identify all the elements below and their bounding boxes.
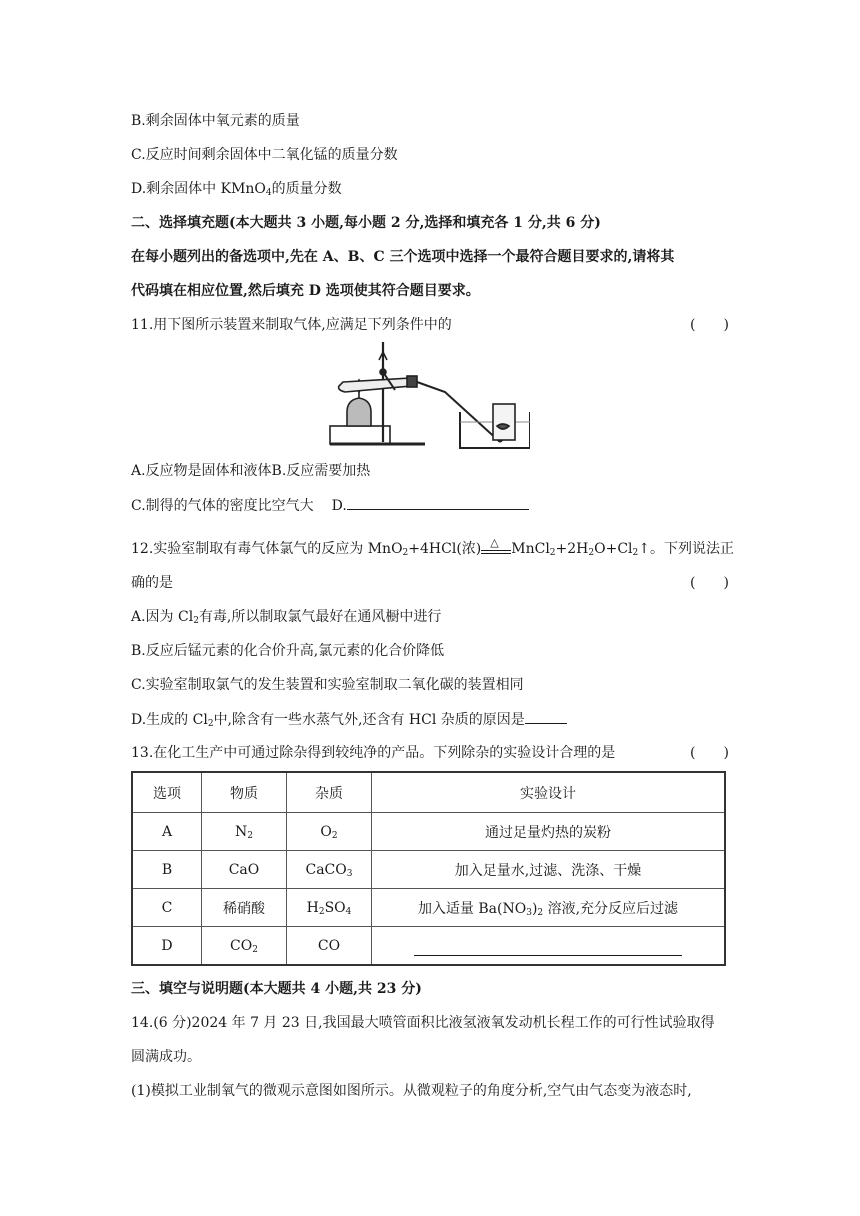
q11-options-ab: A.反应物是固体和液体B.反应需要加热	[131, 463, 371, 479]
cell-design-blank[interactable]	[372, 927, 726, 966]
q11-c-text: C.制得的气体的密度比空气大	[131, 498, 314, 514]
table-row	[132, 813, 725, 851]
q12-option-a	[131, 607, 441, 627]
q11-d-blank[interactable]	[347, 495, 529, 510]
q11-stem: 11.用下图所示装置来制取气体,应满足下列条件中的	[131, 317, 452, 333]
q10-d-pre: D.剩余固体中 KMnO	[131, 181, 266, 197]
cell-substance: $N_2$	[202, 813, 287, 851]
q14-line-1: 14.(6 分)2024 年 7 月 23 日,我国最大喷管面积比液氢液氧发动机长程工作的可行性试验取得	[131, 1015, 715, 1031]
cell-substance: 稀硝酸	[202, 889, 287, 927]
q12-option-b: B.反应后锰元素的化合价升高,氯元素的化合价降低	[131, 643, 445, 659]
cell-impurity: $H_2SO_4$	[287, 889, 372, 927]
q12-sub: 2	[402, 548, 409, 558]
cell-design: 加入适量 $Ba(NO_3)_2$ 溶液,充分反应后过滤	[372, 889, 726, 927]
q12-stem-mid1: +4HCl(浓)	[408, 541, 482, 557]
q10-option-c: C.反应时间剩余固体中二氧化锰的质量分数	[131, 147, 398, 163]
heat-symbol: △	[490, 536, 499, 549]
q12-d-post: 中,除含有一些水蒸气外,还含有 HCl 杂质的原因是	[213, 712, 525, 728]
q12-stem-mid3: +2H	[555, 541, 589, 557]
cell-substance: $CO_2$	[202, 927, 287, 966]
section2-instruction-2: 代码填在相应位置,然后填充 D 选项使其符合题目要求。	[131, 283, 480, 299]
q12-stem-pre: 12.实验室制取有毒气体氯气的反应为 MnO	[131, 541, 403, 557]
q12-sub: 2	[549, 548, 556, 558]
q11-answer-paren: ( )	[690, 317, 729, 333]
header-design: 实验设计	[372, 772, 726, 813]
q12-a-post: 有毒,所以制取氯气最好在通风橱中进行	[198, 609, 442, 625]
table-row	[132, 889, 725, 927]
q13-table	[131, 771, 726, 966]
table-header-row	[132, 772, 725, 813]
q12-sub: 2	[588, 548, 595, 558]
header-option: 选项	[132, 772, 202, 813]
table-row	[132, 927, 725, 966]
q14-line-2: 圆满成功。	[131, 1049, 201, 1065]
q12-option-c: C.实验室制取氯气的发生装置和实验室制取二氧化碳的装置相同	[131, 677, 524, 693]
q10-d-post: 的质量分数	[271, 181, 342, 197]
q12-sub: 2	[193, 616, 199, 626]
cell-design: 通过足量灼热的炭粉	[372, 813, 726, 851]
section3-title: 三、填空与说明题(本大题共 4 小题,共 23 分)	[131, 981, 422, 997]
cell-option: D	[132, 927, 202, 966]
header-substance: 物质	[202, 772, 287, 813]
q11-option-c	[131, 495, 529, 516]
q12-stem-line2: 确的是	[131, 575, 173, 591]
q13-d-blank[interactable]	[414, 941, 682, 956]
cell-option: A	[132, 813, 202, 851]
cell-option: C	[132, 889, 202, 927]
q13-stem: 13.在化工生产中可通过除杂得到较纯净的产品。下列除杂的实验设计合理的是	[131, 745, 616, 761]
q12-option-d	[131, 709, 567, 730]
cell-design: 加入足量水,过滤、洗涤、干燥	[372, 851, 726, 889]
q12-sub: 2	[632, 548, 639, 558]
q12-stem-mid4: O+Cl	[594, 541, 633, 557]
section2-title: 二、选择填充题(本大题共 3 小题,每小题 2 分,选择和填充各 1 分,共 6 分)	[131, 215, 601, 231]
q12-stem-mid2: MnCl	[511, 541, 550, 557]
gas-apparatus-figure	[325, 342, 530, 452]
q11-d-label: D.	[331, 498, 347, 514]
heating-condition-sign	[481, 536, 511, 559]
q12-stem-post: ↑。下列说法正	[638, 541, 734, 557]
q13-answer-paren: ( )	[690, 745, 729, 761]
cell-impurity: $O_2$	[287, 813, 372, 851]
q12-answer-paren: ( )	[690, 575, 729, 591]
q12-d-pre: D.生成的 Cl	[131, 712, 208, 728]
q10-option-b: B.剩余固体中氧元素的质量	[131, 113, 300, 129]
q12-d-blank[interactable]	[525, 709, 567, 724]
q12-a-pre: A.因为 Cl	[131, 609, 194, 625]
q12-stem	[131, 536, 734, 559]
q10-d-sub: 4	[265, 188, 272, 198]
table-row	[132, 851, 725, 889]
cell-option: B	[132, 851, 202, 889]
q12-sub: 2	[207, 719, 214, 729]
cell-impurity: CaCO$_3$	[287, 851, 372, 889]
q10-option-d	[131, 179, 342, 199]
cell-impurity: CO	[287, 927, 372, 966]
cell-substance: CaO	[202, 851, 287, 889]
section2-instruction-1: 在每小题列出的备选项中,先在 A、B、C 三个选项中选择一个最符合题目要求的,请将其	[131, 249, 675, 265]
header-impurity: 杂质	[287, 772, 372, 813]
q14-line-3: (1)模拟工业制氧气的微观示意图如图所示。从微观粒子的角度分析,空气由气态变为液态时,	[131, 1083, 692, 1099]
